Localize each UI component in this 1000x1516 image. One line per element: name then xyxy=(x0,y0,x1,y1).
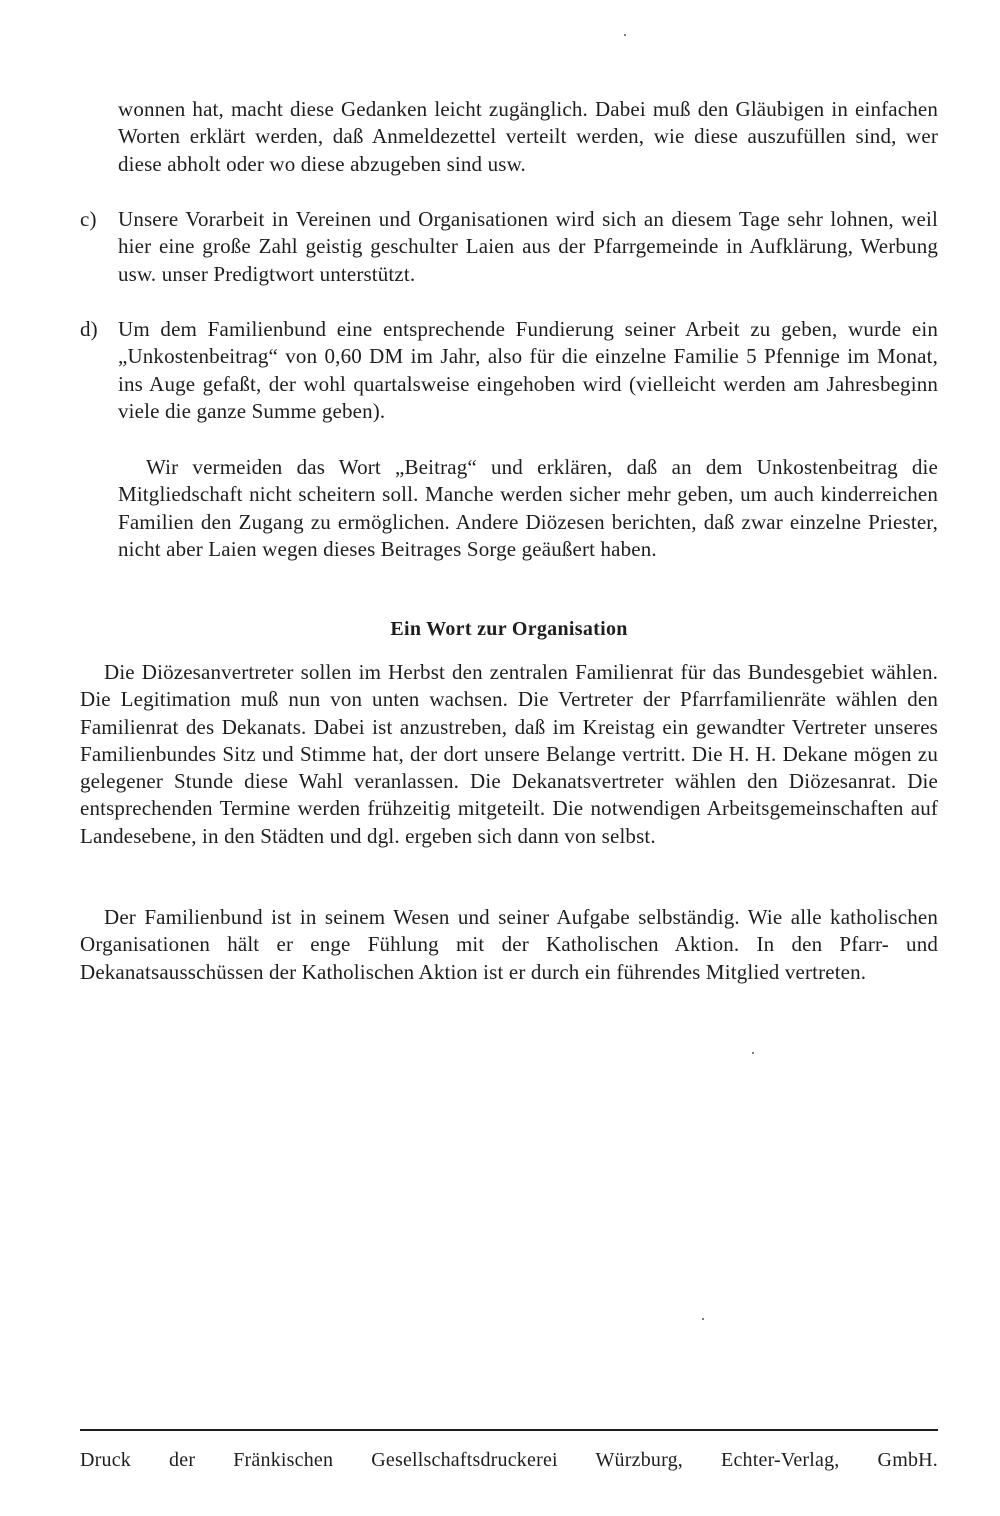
paper-speck xyxy=(752,1052,754,1054)
list-item-text: Um dem Familienbund eine entsprechende Fundierung seiner Arbeit zu geben, wurde ein „Unkostenbeitrag“ von 0,60 DM im Jahr, also für die einzelne Familie 5 Pfennige im Monat, ins Auge gefaßt, der wohl quartalsweise eingehoben wird (vielleicht werden am Jahresbeginn viele die ganze Summe geben). xyxy=(118,317,938,423)
footer-divider xyxy=(80,1429,938,1431)
list-item-text: Unsere Vorarbeit in Vereinen und Organisationen wird sich an diesem Tage sehr lohnen, weil hier eine große Zahl geistig geschulter Laien aus der Pfarrgemeinde in Aufklärung, Werbung usw. unser Predigtwort unterstützt. xyxy=(118,207,938,286)
paper-speck xyxy=(624,34,626,36)
paper-speck xyxy=(702,1318,704,1320)
contribution-note-paragraph: Wir vermeiden das Wort „Beitrag“ und erklären, daß an dem Unkostenbeitrag die Mitgliedschaft nicht scheitern soll. Manche werden sicher mehr geben, um auch kinderreichen Familien den Zugang zu ermöglichen. Andere Diözesen berichten, daß zwar einzelne Priester, nicht aber Laien wegen dieses Beitrages Sorge geäußert haben. xyxy=(118,455,938,561)
list-marker: c) xyxy=(80,207,97,231)
organisation-paragraph: Die Diözesanvertreter sollen im Herbst den zentralen Familienrat für das Bundesgebiet wählen. Die Legitimation muß nun von unten wachsen. Die Vertreter der Pfarrfamilienräte wählen den Familienrat des Dekanats. Dabei ist anzustreben, daß im Kreistag ein gewandter Vertreter unseres Familienbundes Sitz und Stimme hat, der dort unsere Belange vertritt. Die H. H. Dekane mögen zu gelegener Stunde diese Wahl veranlassen. Die Dekanatsvertreter wählen den Diözesanrat. Die entsprechenden Termine werden frühzeitig mitgeteilt. Die notwendigen Arbeitsgemeinschaften auf Landesebene, in den Städten und dgl. ergeben sich dann von selbst. xyxy=(80,660,938,848)
section-heading: Ein Wort zur Organisation xyxy=(390,618,628,640)
printer-imprint: Druck der Fränkischen Gesellschaftsdruckerei Würzburg, Echter-Verlag, GmbH. xyxy=(80,1449,938,1471)
list-marker: d) xyxy=(80,317,98,341)
organisation-paragraph: Der Familienbund ist in seinem Wesen und seiner Aufgabe selbständig. Wie alle katholischen Organisationen hält er enge Fühlung mit der Katholischen Aktion. In den Pfarr- und Dekanatsausschüssen der Katholischen Aktion ist er durch ein führendes Mitglied vertreten. xyxy=(80,905,938,984)
intro-continuation-paragraph: wonnen hat, macht diese Gedanken leicht zugänglich. Dabei muß den Gläubigen in einfachen Worten erklärt werden, daß Anmeldezettel verteilt werden, wie diese auszufüllen sind, wer diese abholt oder wo diese abzugeben sind usw. xyxy=(118,97,938,176)
